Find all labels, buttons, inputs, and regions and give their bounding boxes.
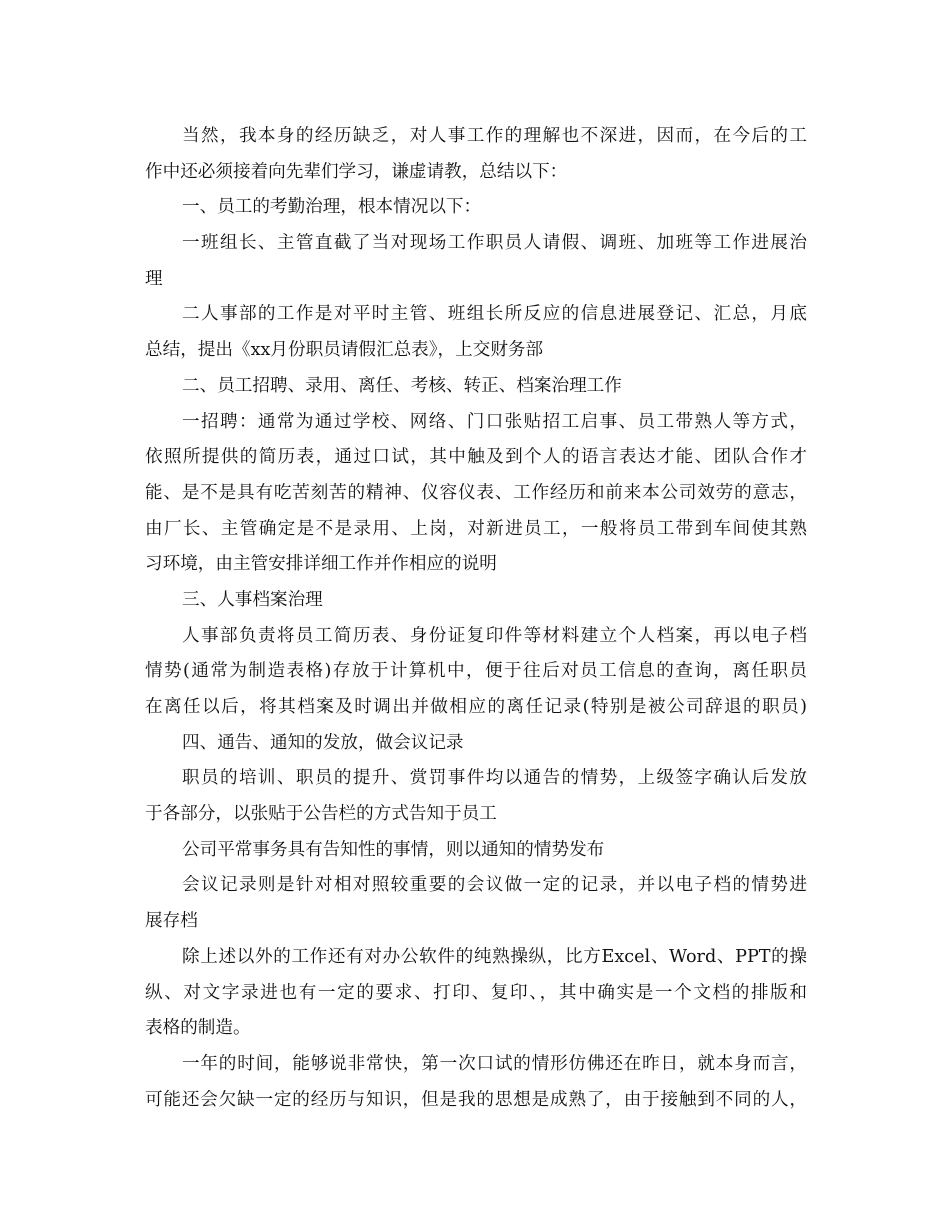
text-line: 会议记录则是针对相对照较重要的会议做一定的记录，并以电子档的情势进 [182,875,807,896]
text-line: 理 [145,268,163,289]
text-line: 作中还必须接着向先辈们学习，谦虚请教，总结以下： [145,161,568,182]
text-line: 表格的制造。 [145,1018,251,1039]
text-line: 四、通告、通知的发放，做会议记录 [182,732,464,753]
text-line: 一班组长、主管直截了当对现场工作职员人请假、调班、加班等工作进展治 [182,233,807,254]
text-line: 二、员工招聘、录用、离任、考核、转正、档案治理工作 [182,375,622,396]
text-line: 能、是不是具有吃苦刻苦的精神、仪容仪表、工作经历和前来本公司效劳的意志， [145,482,807,503]
text-line: 依照所提供的简历表，通过口试，其中触及到个人的语言表达才能、团队合作才 [145,447,807,468]
document-page [145,119,807,1118]
text-line: 一招聘：通常为通过学校、网络、门口张贴招工启事、员工带熟人等方式， [182,411,807,432]
text-line: 在离任以后，将其档案及时调出并做相应的离任记录(特别是被公司辞退的职员) [145,697,807,717]
text-line: 于各部分，以张贴于公告栏的方式告知于员工 [145,804,497,825]
text-line: 当然，我本身的经历缺乏，对人事工作的理解也不深进，因而，在今后的工 [182,126,807,146]
text-line: 总结，提出《xx月份职员请假汇总表》，上交财务部 [145,340,544,361]
text-line: 情势(通常为制造表格)存放于计算机中，便于往后对员工信息的查询，离任职员 [145,661,807,682]
text-line: 习环境，由主管安排详细工作并作相应的说明 [145,554,497,575]
text-line: 三、人事档案治理 [182,589,323,610]
text-line: 可能还会欠缺一定的经历与知识，但是我的思想是成熟了，由于接触到不同的人， [145,1089,807,1110]
text-line: 由厂长、主管确定是不是录用、上岗，对新进员工，一般将员工带到车间使其熟 [145,518,807,539]
text-line: 职员的培训、职员的提升、赏罚事件均以通告的情势，上级签字确认后发放 [182,768,807,789]
text-line: 人事部负责将员工简历表、身份证复印件等材料建立个人档案，再以电子档 [182,625,807,646]
text-line: 纵、对文字录进也有一定的要求、打印、复印、，其中确实是一个文档的排版和 [145,982,807,1003]
text-line: 展存档 [145,911,198,932]
text-line: 二人事部的工作是对平时主管、班组长所反应的信息进展登记、汇总，月底 [182,304,807,325]
text-line: 公司平常事务具有告知性的事情，则以通知的情势发布 [182,839,605,860]
text-line: 一、员工的考勤治理，根本情况以下： [182,197,482,218]
text-line: 一年的时间，能够说非常快，第一次口试的情形仿佛还在昨日，就本身而言， [182,1053,807,1074]
text-line: 除上述以外的工作还有对办公软件的纯熟操纵，比方Excel、Word、PPT的操 [182,946,807,967]
